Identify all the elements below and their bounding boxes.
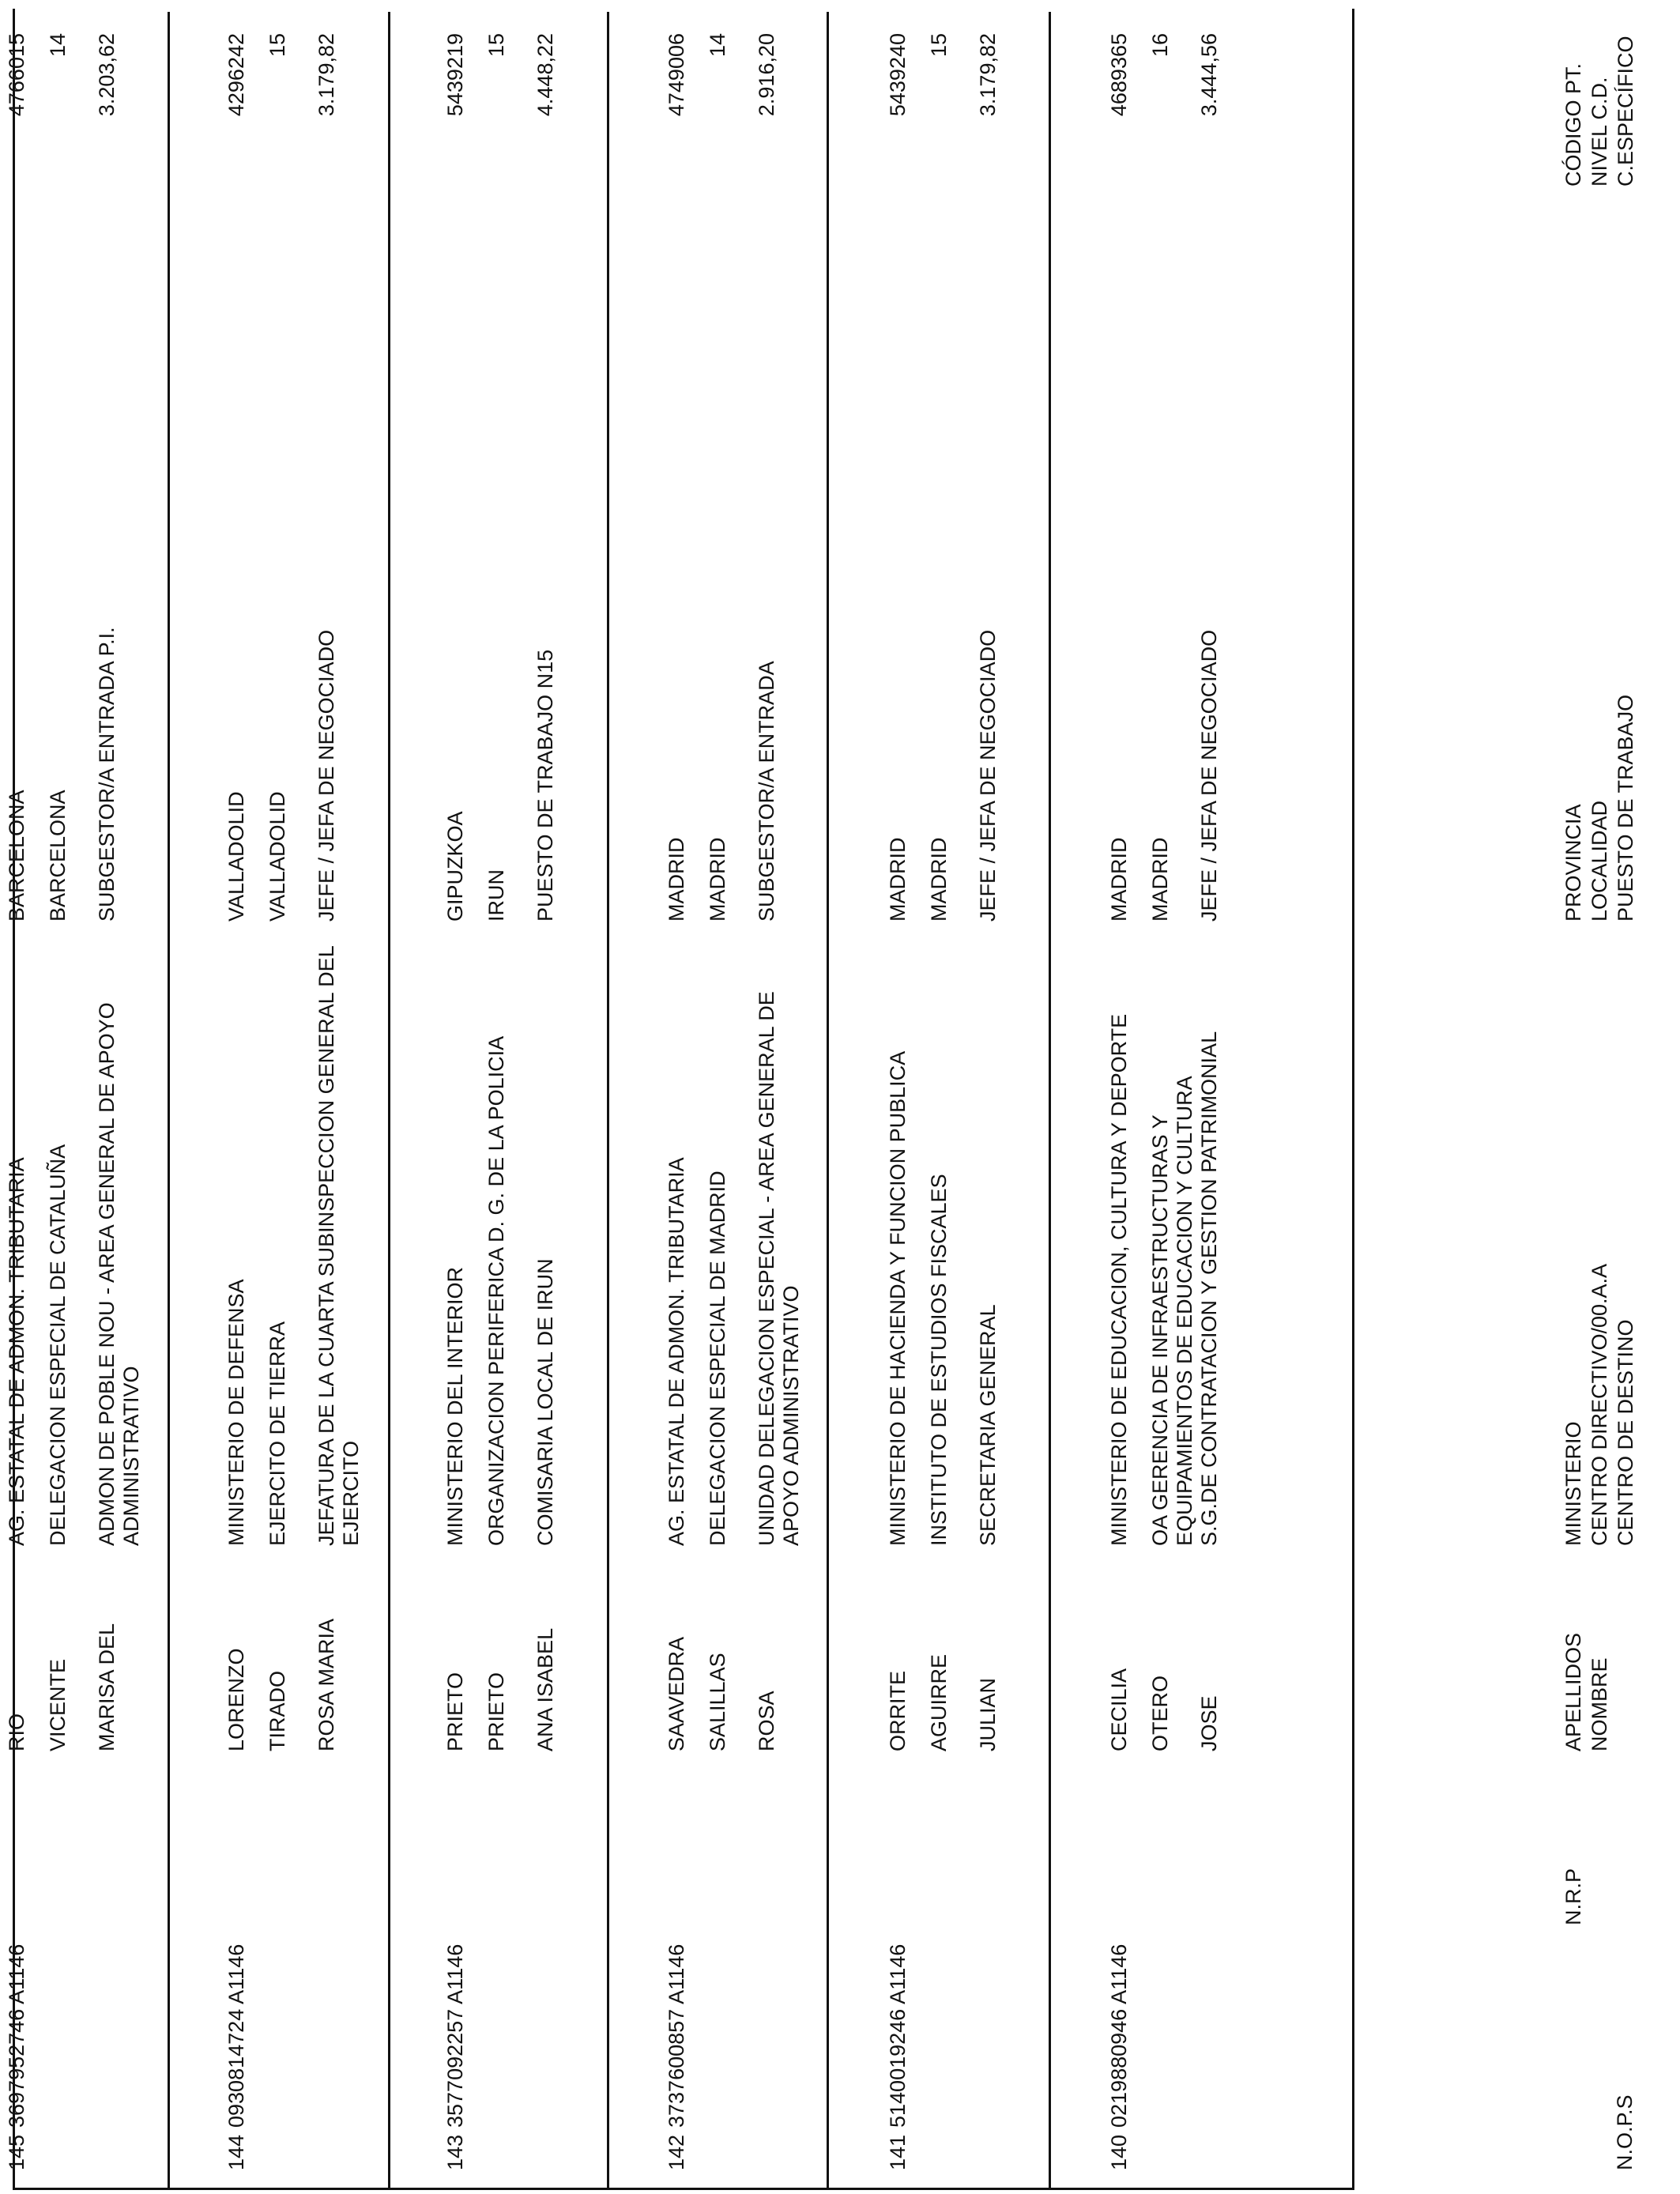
row-apellido1: SAAVEDRA (665, 1636, 688, 1751)
row-nombre: ROSA MARIA (315, 1618, 338, 1751)
row-centro-destino: ADMON DE POBLE NOU - AREA GENERAL DE APOYO ADMINISTRATIVO (95, 1002, 143, 1546)
row-nops: 140 (1107, 2134, 1131, 2170)
table-row (665, 0, 827, 2194)
row-complemento-especifico: 4.448,22 (533, 33, 557, 117)
row-apellido1: CECILIA (1107, 1668, 1131, 1751)
row-nombre: ROSA (755, 1691, 778, 1751)
table-row (1107, 0, 1269, 2194)
row-localidad: MADRID (1148, 837, 1172, 922)
table-row (224, 0, 386, 2194)
row-codigo-pt: 4689365 (1107, 33, 1131, 117)
row-provincia: MADRID (665, 837, 688, 922)
row-nops: 141 (886, 2134, 910, 2170)
row-separator (1049, 12, 1051, 2190)
row-nrp: 5140019246 A1146 (886, 1943, 910, 2128)
row-apellido2: SALILLAS (706, 1653, 729, 1751)
header-nrp: N.R.P (1561, 1868, 1585, 1925)
row-nrp: 3737600857 A1146 (665, 1943, 688, 2128)
row-centro-directivo: OA GERENCIA DE INFRAESTRUCTURAS Y EQUIPAMIENTOS DE EDUCACION Y CULTURA (1148, 1076, 1196, 1546)
row-localidad: MADRID (927, 837, 951, 922)
row-apellido1: RIO (5, 1713, 28, 1751)
row-codigo-pt: 4296242 (224, 33, 248, 117)
header-ministerio: MINISTERIO CENTRO DIRECTIVO/00.A.A CENTRO DE DESTINO (1561, 1263, 1637, 1546)
row-puesto: JEFE / JEFA DE NEGOCIADO (976, 629, 1000, 922)
row-apellido2: OTERO (1148, 1675, 1172, 1751)
row-nombre: JULIAN (976, 1677, 1000, 1751)
row-apellido2: AGUIRRE (927, 1653, 951, 1751)
row-puesto: SUBGESTOR/A ENTRADA (755, 661, 778, 922)
row-centro-directivo: DELEGACION ESPECIAL DE MADRID (706, 1171, 729, 1546)
row-centro-directivo: DELEGACION ESPECIAL DE CATALUÑA (46, 1144, 70, 1546)
row-nrp: 3577092257 A1146 (443, 1943, 467, 2128)
row-nrp: 3697952746 A1146 (5, 1943, 28, 2128)
row-ministerio: MINISTERIO DE EDUCACION, CULTURA Y DEPORTE (1107, 1013, 1131, 1546)
row-complemento-especifico: 3.444,56 (1197, 33, 1221, 117)
row-centro-directivo: ORGANIZACION PERIFERICA D. G. DE LA POLICIA (484, 1035, 508, 1546)
header-apellidos-nombre: APELLIDOS NOMBRE (1561, 1632, 1611, 1751)
row-apellido2: VICENTE (46, 1658, 70, 1751)
header-nops: N.O.P.S (1613, 2094, 1637, 2170)
row-nivel-cd: 16 (1148, 33, 1172, 58)
row-localidad: MADRID (706, 837, 729, 922)
row-centro-destino: S.G.DE CONTRATACION Y GESTION PATRIMONIAL (1197, 1031, 1221, 1546)
row-complemento-especifico: 3.179,82 (315, 33, 338, 117)
row-provincia: GIPUZKOA (443, 811, 467, 922)
row-ministerio: AG. ESTATAL DE ADMON. TRIBUTARIA (5, 1157, 28, 1546)
row-puesto: JEFE / JEFA DE NEGOCIADO (1197, 629, 1221, 922)
row-nops: 142 (665, 2134, 688, 2170)
row-nops: 145 (5, 2134, 28, 2170)
row-centro-directivo: EJERCITO DE TIERRA (266, 1321, 289, 1546)
row-centro-destino: JEFATURA DE LA CUARTA SUBINSPECCION GENERAL DEL EJERCITO (315, 946, 363, 1546)
row-apellido1: ORRITE (886, 1670, 910, 1751)
row-ministerio: MINISTERIO DEL INTERIOR (443, 1266, 467, 1546)
row-separator (827, 12, 829, 2190)
row-puesto: SUBGESTOR/A ENTRADA P.I. (95, 627, 119, 922)
row-codigo-pt: 4749006 (665, 33, 688, 117)
row-nivel-cd: 14 (46, 33, 70, 58)
row-ministerio: MINISTERIO DE DEFENSA (224, 1279, 248, 1546)
row-localidad: IRUN (484, 869, 508, 922)
row-nivel-cd: 14 (706, 33, 729, 58)
table-row (443, 0, 605, 2194)
row-complemento-especifico: 3.203,62 (95, 33, 119, 117)
row-localidad: VALLADOLID (266, 791, 289, 922)
row-nombre: JOSE (1197, 1695, 1221, 1751)
row-nivel-cd: 15 (266, 33, 289, 58)
row-apellido2: PRIETO (484, 1672, 508, 1751)
row-apellido1: LORENZO (224, 1648, 248, 1751)
header-codigo: CÓDIGO PT. NIVEL C.D. C.ESPECÍFICO (1561, 36, 1637, 187)
row-centro-directivo: INSTITUTO DE ESTUDIOS FISCALES (927, 1174, 951, 1546)
row-codigo-pt: 4766015 (5, 33, 28, 117)
row-nops: 143 (443, 2134, 467, 2170)
table-row (5, 0, 167, 2194)
row-codigo-pt: 5439240 (886, 33, 910, 117)
row-puesto: PUESTO DE TRABAJO N15 (533, 649, 557, 922)
row-puesto: JEFE / JEFA DE NEGOCIADO (315, 629, 338, 922)
row-centro-destino: COMISARIA LOCAL DE IRUN (533, 1258, 557, 1546)
row-apellido2: TIRADO (266, 1670, 289, 1751)
row-localidad: BARCELONA (46, 790, 70, 922)
row-centro-destino: SECRETARIA GENERAL (976, 1304, 1000, 1546)
row-nombre: ANA ISABEL (533, 1627, 557, 1751)
row-nivel-cd: 15 (927, 33, 951, 58)
row-nivel-cd: 15 (484, 33, 508, 58)
row-nombre: MARISA DEL (95, 1623, 119, 1751)
row-separator (168, 12, 170, 2190)
row-provincia: BARCELONA (5, 790, 28, 922)
table-row (886, 0, 1048, 2194)
row-nrp: 0219880946 A1146 (1107, 1943, 1131, 2128)
header-provincia: PROVINCIA LOCALIDAD PUESTO DE TRABAJO (1561, 694, 1637, 922)
row-separator (388, 12, 390, 2190)
row-separator (607, 12, 609, 2190)
row-codigo-pt: 5439219 (443, 33, 467, 117)
row-ministerio: AG. ESTATAL DE ADMON. TRIBUTARIA (665, 1157, 688, 1546)
row-provincia: MADRID (886, 837, 910, 922)
row-ministerio: MINISTERIO DE HACIENDA Y FUNCION PUBLICA (886, 1050, 910, 1546)
row-centro-destino: UNIDAD DELEGACION ESPECIAL - AREA GENERAL DE APOYO ADMINISTRATIVO (755, 991, 803, 1546)
row-provincia: MADRID (1107, 837, 1131, 922)
row-provincia: VALLADOLID (224, 791, 248, 922)
row-complemento-especifico: 2.916,20 (755, 33, 778, 117)
row-apellido1: PRIETO (443, 1672, 467, 1751)
row-nrp: 0930814724 A1146 (224, 1943, 248, 2128)
row-nops: 144 (224, 2134, 248, 2170)
row-complemento-especifico: 3.179,82 (976, 33, 1000, 117)
